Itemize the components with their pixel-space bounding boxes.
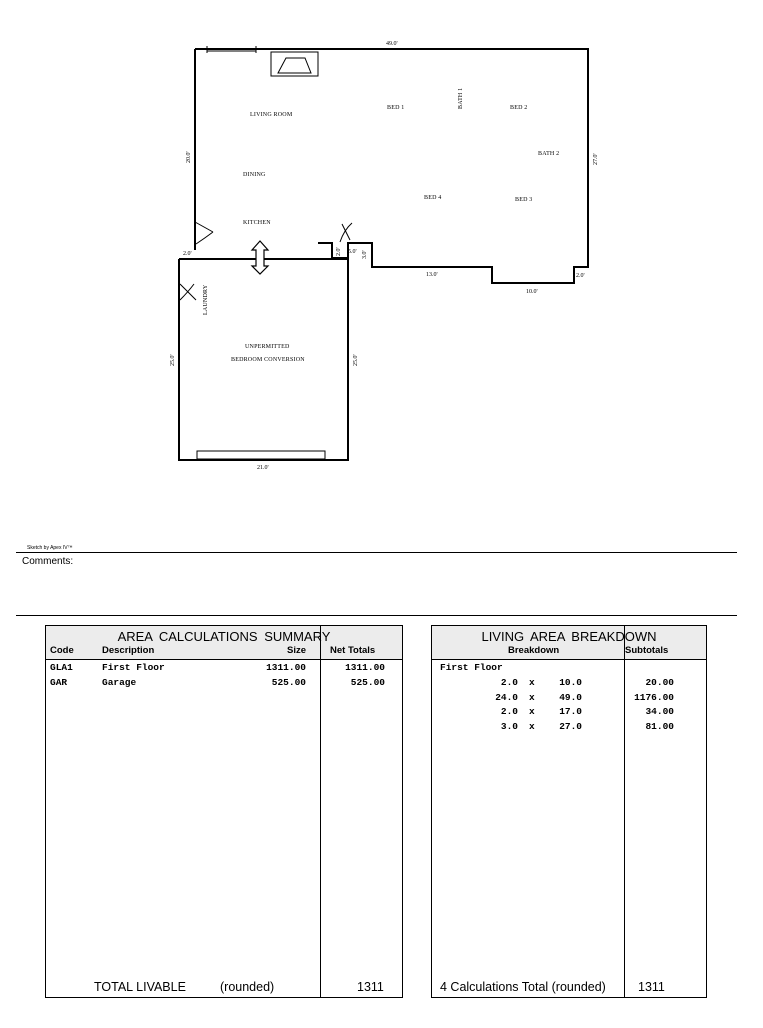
dim-bay: 10.0': [526, 289, 538, 295]
dim-garage-right: 25.0': [353, 354, 359, 366]
breakdown-a: 3.0: [500, 721, 518, 732]
row-net: 525.00: [350, 677, 385, 688]
breakdown-b: 49.0: [559, 692, 582, 703]
calculations-total-label: 4 Calculations Total (rounded): [440, 980, 606, 994]
col-code: Code: [50, 645, 74, 656]
room-bath2: BATH 2: [538, 151, 560, 157]
row-description: First Floor: [102, 662, 165, 673]
dim-notch-right: 3.0': [362, 250, 368, 259]
room-kitchen: KITCHEN: [243, 220, 271, 226]
breakdown-a: 24.0: [495, 692, 518, 703]
passage-arrow-icon: [252, 241, 268, 274]
room-bed2: BED 2: [510, 105, 528, 111]
col-net-totals: Net Totals: [330, 645, 376, 656]
col-subtotals: Subtotals: [625, 645, 669, 656]
calculations-total-value: 1311: [638, 980, 665, 994]
door-swing-icon: [195, 222, 213, 244]
room-dining: DINING: [243, 172, 266, 178]
comments-label: Comments:: [22, 556, 74, 567]
room-bed3: BED 3: [515, 197, 533, 203]
breakdown-x: x: [529, 721, 535, 732]
room-bed4: BED 4: [424, 195, 442, 201]
breakdown-a: 2.0: [500, 706, 518, 717]
door-swing-icon-2: [180, 284, 196, 300]
dim-right: 27.0': [593, 153, 599, 165]
breakdown-a: 2.0: [500, 677, 518, 688]
dim-garage-left: 25.0': [170, 354, 176, 366]
breakdown-subtotal: 20.00: [645, 677, 674, 688]
breakdown-subtotal: 81.00: [645, 721, 674, 732]
row-description: Garage: [102, 677, 137, 688]
total-livable-value: 1311: [357, 980, 384, 994]
row-code: GAR: [50, 677, 68, 688]
dim-step-left: 2.0': [183, 251, 192, 257]
area-summary-title: AREA CALCULATIONS SUMMARY: [117, 629, 331, 644]
divider-line: [16, 552, 737, 553]
total-rounded-label: (rounded): [220, 980, 275, 994]
area-summary-header: [46, 626, 402, 660]
room-laundry: LAUNDRY: [203, 284, 209, 315]
breakdown-b: 17.0: [559, 706, 582, 717]
dim-bottom-right: 2.0': [576, 273, 585, 279]
room-unpermitted-2: BEDROOM CONVERSION: [231, 357, 305, 363]
living-breakdown-title: LIVING AREA BREAKDOWN: [481, 629, 657, 644]
room-living: LIVING ROOM: [250, 112, 293, 118]
dim-garage-bottom: 21.0': [257, 465, 269, 471]
dim-notch-left: 2.0': [336, 247, 342, 256]
total-livable-label: TOTAL LIVABLE: [94, 980, 186, 994]
dim-left: 20.0': [186, 151, 192, 163]
door-swing-icon-3: [340, 223, 352, 242]
breakdown-subtotal: 1176.00: [634, 692, 674, 703]
col-description: Description: [102, 645, 155, 656]
breakdown-x: x: [529, 706, 535, 717]
sketch-credit: Sketch by Apex IV™: [27, 545, 73, 551]
breakdown-b: 10.0: [559, 677, 582, 688]
section-label: First Floor: [440, 662, 503, 673]
garage-door: [197, 451, 325, 459]
row-net: 1311.00: [345, 662, 385, 673]
breakdown-x: x: [529, 677, 535, 688]
room-unpermitted-1: UNPERMITTED: [245, 344, 290, 350]
col-size: Size: [287, 645, 307, 656]
area-summary-table: [45, 625, 403, 998]
row-size: 1311.00: [266, 662, 306, 673]
room-bath1: BATH 1: [458, 87, 464, 109]
dim-top: 49.0': [386, 41, 398, 47]
col-breakdown: Breakdown: [508, 645, 560, 656]
divider-line-2: [16, 615, 737, 616]
breakdown-subtotal: 34.00: [645, 706, 674, 717]
column-divider: [320, 626, 321, 997]
room-bed1: BED 1: [387, 105, 405, 111]
row-code: GLA1: [50, 662, 73, 673]
living-breakdown-header: [432, 626, 706, 660]
row-size: 525.00: [271, 677, 306, 688]
living-breakdown-table: [431, 625, 707, 998]
breakdown-x: x: [529, 692, 535, 703]
dim-bottom-mid: 13.0': [426, 272, 438, 278]
breakdown-b: 27.0: [559, 721, 582, 732]
column-divider: [624, 626, 625, 997]
dim-notch-top: 5.0': [348, 249, 357, 255]
